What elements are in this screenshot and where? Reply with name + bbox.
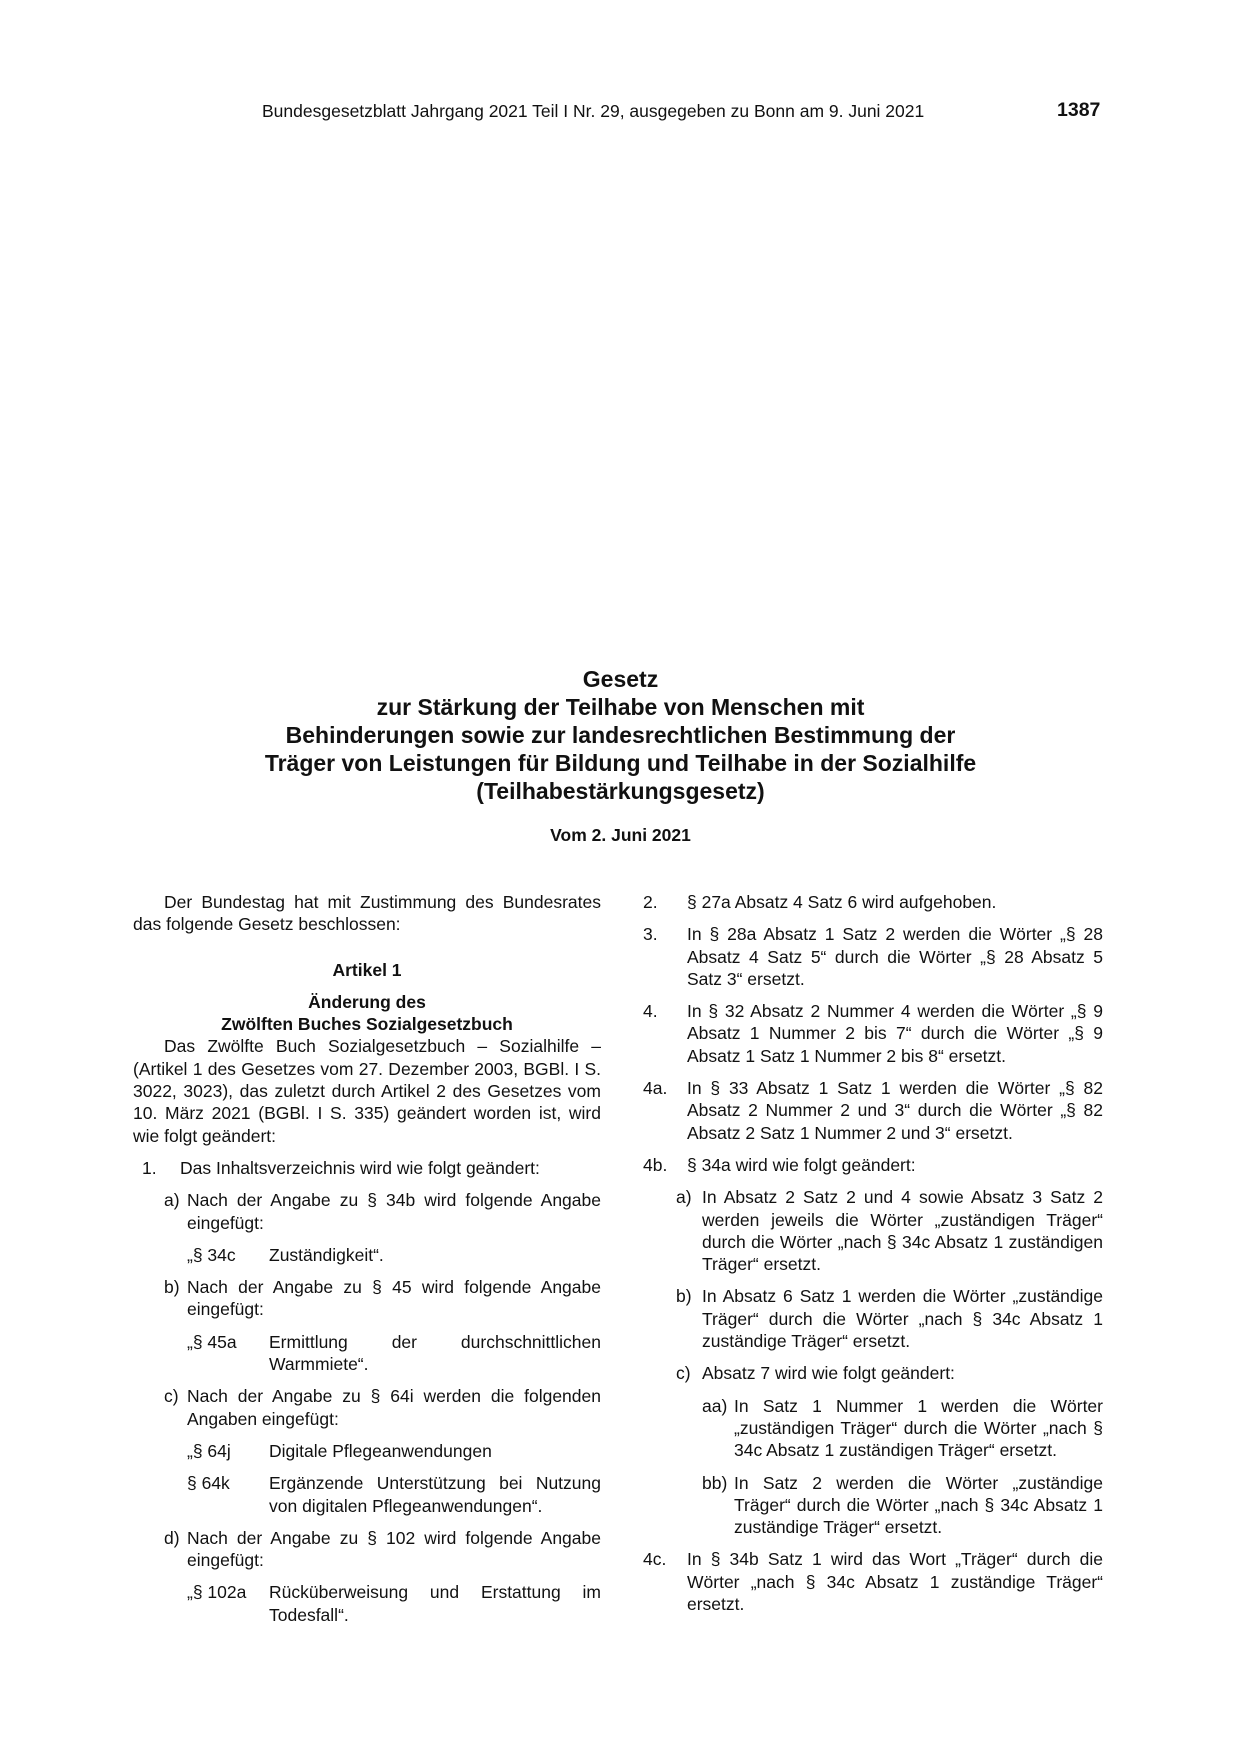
article-subheading-1: Änderung des [308,991,426,1012]
toc-entry-title: Rücküberweisung und Erstattung im Todesfall“. [269,1582,601,1625]
list-item-4b [643,1154,1103,1176]
toc-entry [187,1581,601,1626]
left-column [133,891,601,1626]
sub-item-b [164,1276,601,1375]
article-subheading-2: Zwölften Buches Sozialgesetzbuch [221,1014,513,1035]
list-item-text: In § 32 Absatz 2 Nummer 4 werden die Wörter „§ 9 Absatz 1 Nummer 2 bis 7“ durch die Wörter „§ 9 Absatz 1 Satz 1 Nummer 2 bis 8“ ersetzt. [687,1001,1103,1066]
sub-item-letter: c) [164,1386,179,1407]
list-item-number: 3. [643,924,658,945]
sub-item-text: Nach der Angabe zu § 102 wird folgende Angabe eingefügt: [187,1527,601,1571]
sub-item-letter: c) [676,1363,691,1384]
sub-sub-item-letter: aa) [702,1395,728,1416]
sub-item-text: In Absatz 2 Satz 2 und 4 sowie Absatz 3 Satz 2 werden jeweils die Wörter „zuständigen Träger“ durch die Wörter „nach § 34c Absatz 1 zuständigen Träger“ ersetzt. [702,1187,1103,1275]
sub-item-letter: b) [164,1277,180,1298]
list-item-number: 4a. [643,1078,668,1099]
toc-entry [187,1331,601,1376]
sub-item-c [164,1385,601,1516]
list-item-text: Das Inhaltsverzeichnis wird wie folgt geändert: [180,1157,540,1178]
list-item-number: 2. [643,892,658,912]
title-line-5: (Teilhabestärkungsgesetz) [476,778,765,804]
sub-item-text: Nach der Angabe zu § 34b wird folgende Angabe eingefügt: [187,1190,601,1233]
sub-item-text: Nach der Angabe zu § 45 wird folgende Angabe eingefügt: [187,1277,601,1320]
sub-item-letter: b) [676,1286,692,1307]
sub-item-letter: a) [676,1187,692,1208]
list-item-4 [643,1000,1103,1067]
toc-entry [187,1440,601,1462]
sub-item-text: In Absatz 6 Satz 1 werden die Wörter „zuständige Träger“ durch die Wörter „nach § 34c Absatz 1 zuständige Träger“ ersetzt. [702,1286,1103,1352]
toc-entry-title: Ergänzende Unterstützung bei Nutzung von digitalen Pflegeanwendungen“. [269,1473,601,1516]
sub-item-letter: a) [164,1190,180,1211]
list-item-number: 4. [643,1001,658,1022]
sub-sub-item-aa [702,1395,1103,1462]
law-title [180,665,1061,805]
title-line-2: zur Stärkung der Teilhabe von Menschen mit [376,694,865,720]
list-item-text: In § 28a Absatz 1 Satz 2 werden die Wörter „§ 28 Absatz 4 Satz 5“ durch die Wörter „§ 28 Absatz 5 Satz 3“ ersetzt. [687,924,1103,989]
page-number: 1387 [1057,99,1101,121]
article-heading: Artikel 1 [332,959,402,980]
sub-list-a-d [164,1189,601,1626]
sub-list-4b [676,1186,1103,1538]
sub-sub-item-text: In Satz 2 werden die Wörter „zuständige Träger“ durch die Wörter „nach § 34c Absatz 1 zuständige Träger“ ersetzt. [734,1472,1103,1538]
list-item-4a [643,1077,1103,1144]
law-date: Vom 2. Juni 2021 [550,825,691,845]
list-item-text: In § 33 Absatz 1 Satz 1 werden die Wörter „§ 82 Absatz 2 Nummer 2 und 3“ durch die Wörter „§ 82 Absatz 2 Satz 1 Nummer 2 und 3“ ersetzt. [687,1078,1103,1143]
toc-entry-section: § 64k [187,1473,230,1494]
title-line-1: Gesetz [582,666,659,692]
toc-entry-section: „§ 102a [187,1582,247,1603]
list-item-number: 1. [142,1157,157,1178]
toc-entry-title: Ermittlung der durchschnittlichen Warmmiete“. [269,1331,601,1375]
list-item-2 [643,891,1103,913]
toc-entry-section: „§ 34c [187,1244,236,1265]
toc-entry-title: Zuständigkeit“. [269,1244,384,1265]
sub-sub-item-text: In Satz 1 Nummer 1 werden die Wörter „zuständigen Träger“ durch die Wörter „nach § 34c Absatz 1 zuständigen Träger“ ersetzt. [734,1395,1103,1461]
list-item-1 [133,1157,601,1179]
sub-sub-item-bb [702,1472,1103,1539]
sub-item-a [676,1186,1103,1275]
running-title: Bundesgesetzblatt Jahrgang 2021 Teil I Nr. 29, ausgegeben zu Bonn am 9. Juni 2021 [262,101,925,121]
title-line-4: Träger von Leistungen für Bildung und Teilhabe in der Sozialhilfe [264,750,977,776]
article-intro: Das Zwölfte Buch Sozialgesetzbuch – Sozialhilfe – (Artikel 1 des Gesetzes vom 27. Dezember 2003, BGBl. I S. 3022, 3023), das zuletzt durch Artikel 2 des Gesetzes vom 10. März 2021 (BGBl. I S. 335) geändert worden ist, wird wie folgt geändert: [133,1036,601,1146]
enactment-clause: Der Bundestag hat mit Zustimmung des Bundesrates das folgende Gesetz beschlossen: [133,892,601,935]
sub-sub-list [702,1395,1103,1539]
sub-item-b [676,1285,1103,1352]
toc-entry-section: „§ 45a [187,1331,237,1352]
sub-item-letter: d) [164,1527,180,1548]
sub-sub-item-letter: bb) [702,1472,728,1493]
list-item-3 [643,923,1103,990]
sub-item-text: Absatz 7 wird wie folgt geändert: [702,1363,955,1384]
toc-entry [187,1472,601,1517]
toc-entry-section: „§ 64j [187,1440,231,1461]
title-line-3: Behinderungen sowie zur landesrechtlichen Bestimmung der [285,722,956,748]
list-item-text: § 34a wird wie folgt geändert: [687,1154,916,1175]
toc-entry-title: Digitale Pflegeanwendungen [269,1440,492,1461]
sub-item-d [164,1527,601,1626]
list-item-text: § 27a Absatz 4 Satz 6 wird aufgehoben. [687,892,997,912]
list-item-number: 4b. [643,1154,668,1175]
sub-item-text: Nach der Angabe zu § 64i werden die folgenden Angaben eingefügt: [187,1386,601,1429]
sub-item-a [164,1189,601,1266]
list-item-4c [643,1548,1103,1615]
right-column [643,891,1103,1615]
list-item-text: In § 34b Satz 1 wird das Wort „Träger“ durch die Wörter „nach § 34c Absatz 1 zuständige Träger“ ersetzt. [687,1549,1103,1615]
toc-entry [187,1244,601,1266]
sub-item-c [676,1362,1103,1384]
list-item-number: 4c. [643,1549,667,1570]
